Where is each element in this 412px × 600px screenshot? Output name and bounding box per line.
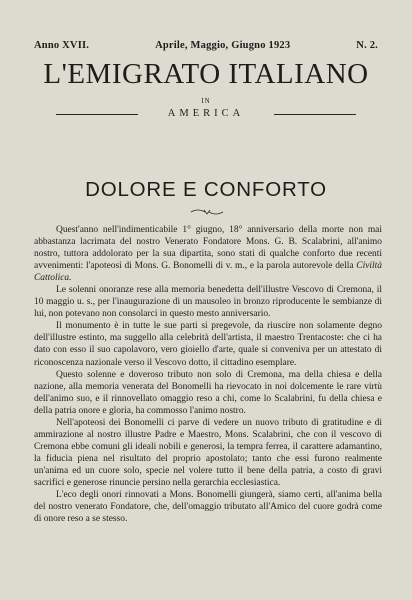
paragraph-2: Le solenni onoranze rese alla memoria benedetta dell'illustre Vescovo di Cremona, il 10 maggio u. s., per l'inaugurazione di un mausoleo in bronzo riproducente le sembianze di lui, non potevano non consolarci in questo mesto anniversario. bbox=[34, 285, 382, 320]
masthead-in: IN bbox=[201, 97, 211, 105]
masthead-rule-right bbox=[274, 114, 356, 115]
paragraph-6: L'eco degli onori rinnovati a Mons. Bonomelli giungerà, siamo certi, all'anima bella del nostro venerato Fondatore, che, dell'omaggio tributato all'Amico del cuore godrà come di onore reso a se stesso. bbox=[34, 490, 382, 525]
masthead-title: L'EMIGRATO ITALIANO bbox=[43, 58, 369, 90]
issue-year: Anno XVII. bbox=[34, 40, 90, 51]
ornament-icon bbox=[190, 208, 224, 216]
masthead-america-line bbox=[56, 107, 356, 121]
masthead bbox=[0, 60, 412, 121]
article-body bbox=[34, 224, 382, 525]
masthead-america: AMERICA bbox=[167, 108, 245, 119]
issue-number: N. 2. bbox=[356, 40, 378, 51]
article-title: DOLORE E CONFORTO bbox=[85, 178, 327, 201]
paragraph-4: Questo solenne e doveroso tributo non solo di Cremona, ma della chiesa e della nazione, alla memoria venerata del Bonomelli ha rievocato in noi dolcemente le rare virtù dell'animo suo, e il rinnovellato omaggio reso a chi, come lo Scalabrini, fu della chiesa e della patria onore e gloria, ha commosso l'animo nostro. bbox=[34, 369, 382, 416]
issue-months: Aprile, Maggio, Giugno 1923 bbox=[155, 40, 291, 51]
paragraph-3: Il monumento è in tutte le sue parti si pregevole, da riuscire non solamente degno dell'illustre estinto, ma suggello alla celebrità dell'artista, il maestro Trentacoste: che ci ha dato con esso il suo capolavoro, vero gioiello d'arte, quale si conveniva per un attestato di riconoscenza nazionale verso il Vescovo dotto, il cittadino esemplare. bbox=[34, 321, 382, 368]
paragraph-5: Nell'apoteosi dei Bonomelli ci parve di vedere un nuovo tributo di gratitudine e di ammirazione al nostro illustre Padre e Maestro, Mons. Scalabrini, che con il vescovo di Cremona ebbe comuni gli ideali nobili e generosi, la tempra ferrea, il carattere adamantino, la fiducia piena nel risultato del proprio apostolato; tanto che essi furono realmente un'anima ed un cuore solo, specie nel volere tutto il bene della patria, a costo di gravi sacrifici e generose rinuncie persino nella gerarchia ecclesiastica. bbox=[34, 417, 382, 488]
paragraph-1-italic: Civiltà Cattolica. bbox=[34, 261, 382, 284]
paragraph-1: Quest'anno nell'indimenticabile 1° giugno, 18° anniversario della morte non mai abbastanza lacrimata del nostro Venerato Fondatore Mons. G. B. Scalabrini, all'animo nostro, tuttora addolorato per la sua dipartita, sono stati di qualche conforto due recenti avvenimenti: l'apoteosi di Mons. G. Bonomelli di v. m., e la parola autorevole della Civiltà Cattolica. bbox=[34, 225, 382, 284]
issue-line bbox=[34, 40, 378, 51]
